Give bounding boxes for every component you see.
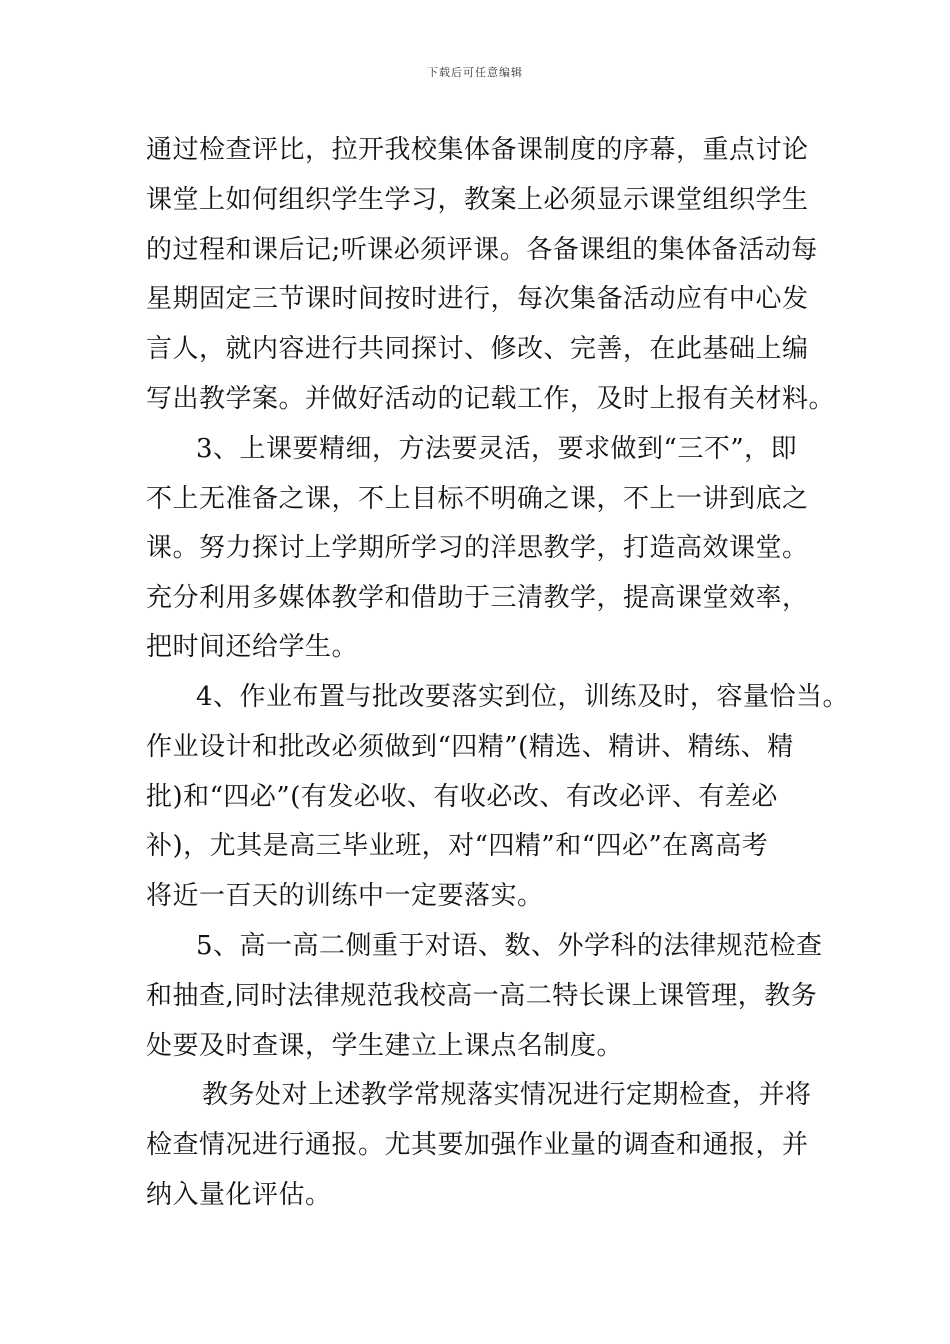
body-line: 不上无准备之课，不上目标不明确之课，不上一讲到底之 — [146, 484, 809, 514]
body-line: 批)和“四必”(有发必收、有收必改、有改必评、有差必 — [146, 782, 778, 812]
paragraph-4-first-line: 4、作业布置与批改要落实到位，训练及时，容量恰当。 — [196, 682, 850, 712]
body-line: 补)，尤其是高三毕业班，对“四精”和“四必”在离高考 — [146, 831, 769, 861]
body-line: 星期固定三节课时间按时进行，每次集备活动应有中心发 — [146, 284, 809, 314]
body-line: 的过程和课后记;听课必须评课。各备课组的集体备活动每 — [146, 235, 818, 265]
body-line: 写出教学案。并做好活动的记载工作，及时上报有关材料。 — [146, 384, 836, 414]
body-line: 课。努力探讨上学期所学习的洋思教学，打造高效课堂。 — [146, 533, 809, 563]
paragraph-3-first-line: 3、上课要精细，方法要灵活，要求做到“三不”，即 — [196, 434, 798, 464]
body-line: 将近一百天的训练中一定要落实。 — [146, 881, 544, 911]
body-line: 处要及时查课，学生建立上课点名制度。 — [146, 1031, 624, 1061]
body-line: 检查情况进行通报。尤其要加强作业量的调查和通报，并 — [146, 1130, 809, 1160]
closing-paragraph-first-line: 教务处对上述教学常规落实情况进行定期检查，并将 — [202, 1080, 812, 1110]
paragraph-5-first-line: 5、高一高二侧重于对语、数、外学科的法律规范检查 — [196, 931, 823, 961]
body-line: 作业设计和批改必须做到“四精”(精选、精讲、精练、精 — [146, 732, 794, 762]
body-line: 课堂上如何组织学生学习，教案上必须显示课堂组织学生 — [146, 185, 809, 215]
body-line: 言人，就内容进行共同探讨、修改、完善，在此基础上编 — [146, 334, 809, 364]
body-line: 纳入量化评估。 — [146, 1180, 332, 1210]
body-line: 充分利用多媒体教学和借助于三清教学，提高课堂效率， — [146, 583, 809, 613]
body-line: 把时间还给学生。 — [146, 632, 359, 662]
page-header-note: 下载后可任意编辑 — [427, 66, 523, 79]
body-line: 通过检查评比，拉开我校集体备课制度的序幕，重点讨论 — [146, 135, 809, 165]
body-line: 和抽查,同时法律规范我校高一高二特长课上课管理，教务 — [146, 981, 818, 1011]
